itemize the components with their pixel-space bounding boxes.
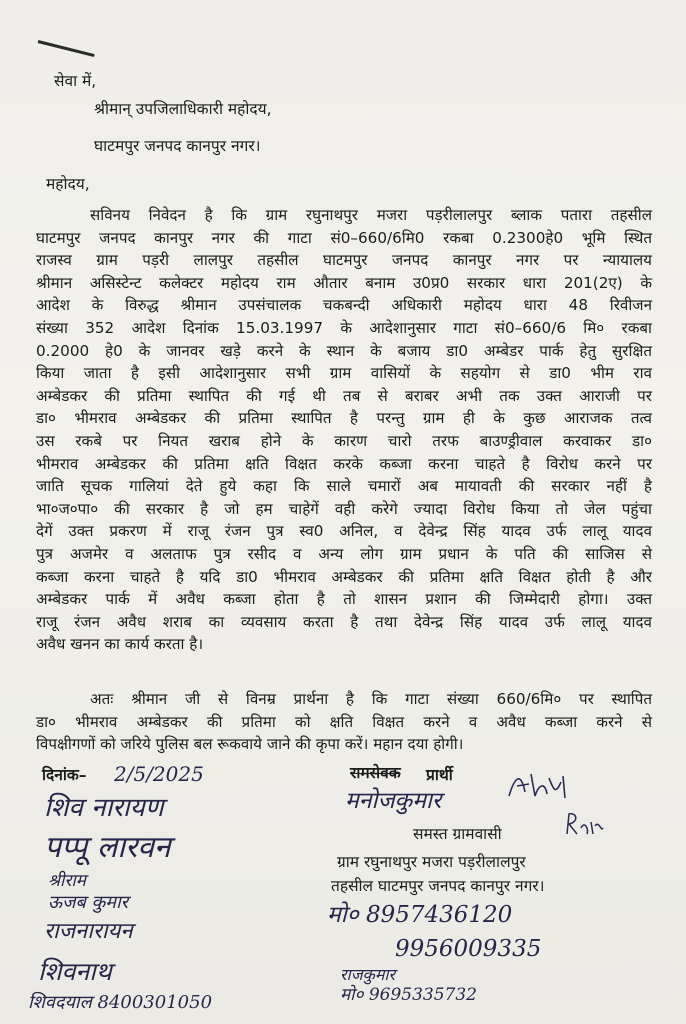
addressee: श्रीमान् उपजिलाधिकारी महोदय, — [94, 100, 272, 118]
body-line: अम्बेडकर पार्क में अवैध कब्जा होता है तो शासन प्रशान की जिम्मेदारी होगा। उक्त — [36, 590, 652, 609]
body-line: भीमराव अम्बेडकर की प्रतिमा क्षति विक्षत करके कब्जा करना चाहते है विरोध करने पर — [36, 454, 652, 473]
body-line: घाटमपुर जनपद कानपुर नगर की गाटा सं0–660/6मि0 रकबा 0.2300हे0 भूमि स्थित — [36, 228, 652, 247]
body-line: अम्बेडकर की प्रतिमा स्थापित की गई थी तब से बराबर अभी तक उक्त आराजी पर — [36, 386, 652, 405]
body-line: श्रीमान असिस्टेन्ट कलेक्टर महोदय राम औतार बनाम उ0प्र0 सरकार धारा 201(2ए) के — [36, 273, 652, 292]
tehsil-address: तहसील घाटमपुर जनपद कानपुर नगर। — [331, 877, 545, 895]
village-address: ग्राम रघुनाथपुर मजरा पड़रीलालपुर — [337, 853, 526, 871]
signature-mark — [563, 808, 609, 838]
handwritten-name: पप्पू लारवन — [44, 830, 171, 865]
request-line: विपक्षीगणों को जरिये पुलिस बल रूकवाये जाने की कृपा करें। महान दया होगी। — [36, 735, 464, 754]
request-paragraph — [36, 688, 652, 756]
body-line: अवैध खनन का कार्य करता है। — [36, 635, 204, 654]
body-paragraph — [36, 204, 652, 656]
signature-mark — [505, 768, 573, 802]
body-line: सविनय निवेदन है कि ग्राम रघुनाथपुर मजरा पड़रीलालपुर ब्लाक पतारा तहसील — [90, 206, 652, 224]
body-line: संख्या 352 आदेश दिनांक 15.03.1997 के आदेशानुसार गाटा सं0–660/6 मि० रकबा — [36, 318, 652, 337]
body-line: 0.2000 हे0 के जानवर खड़े करने के स्थान के बजाय डा0 अम्बेडर पार्क हेतु सुरक्षित — [36, 341, 652, 360]
body-line: कब्जा करना चाहते है यदि डा0 भीमराव अम्बेडकर की प्रतिमा क्षति विक्षत होती है और — [36, 567, 652, 586]
date-value: 2/5/2025 — [114, 762, 204, 786]
request-line: अतः श्रीमान जी से विनम्र प्रार्थना है कि गाटा संख्या 660/6मि० पर स्थापित — [90, 690, 652, 708]
body-line: डा० भीमराव अम्बेडकर की प्रतिमा स्थापित है परन्तु ग्राम ही के कुछ आराजक तत्व — [36, 409, 652, 428]
handwritten-name: शिव नारायण — [44, 793, 164, 823]
applicant-struck: रामसेवक — [350, 764, 401, 782]
mobile-number: मो० 8957436120 — [327, 902, 513, 928]
body-line: जाति सूचक गालियां देते हुये कहा कि साले चमारों अब मायावती की सरकार नहीं है — [36, 477, 652, 496]
body-line: उस रकबे पर नियत खराब होने के कारण चारो तरफ बाउण्ड्रीवाल करवाकर डा० — [36, 431, 652, 450]
date-label: दिनांक– — [42, 766, 87, 784]
handwritten-name: शिवदयाल 8400301050 — [28, 992, 213, 1013]
handwritten-name: राजकुमार — [340, 965, 396, 984]
salutation-to: सेवा में, — [54, 72, 97, 90]
mobile-number: 9956009335 — [395, 936, 542, 962]
body-line: पुत्र अजमेर व अलताफ पुत्र रसीद व अन्य लोग ग्राम प्रधान के पति की साजिस से — [36, 544, 652, 563]
body-line: देगें उक्त प्रकरण में राजू रंजन पुत्र स्व0 अनिल, व देवेन्द्र सिंह यादव उर्फ लालू यादव — [36, 522, 652, 541]
addressee-location: घाटमपुर जनपद कानपुर नगर। — [94, 137, 261, 155]
handwritten-name: मनोजकुमार — [345, 788, 442, 814]
handwritten-name: शिवनाथ — [38, 957, 112, 986]
body-line: किया जाता है इसी आदेशानुसार सभी ग्राम वासियों के सहयोग से डा0 भीम राव — [36, 364, 652, 383]
body-line: आदेश के विरुद्ध श्रीमान उपसंचालक चकबन्दी अधिकारी महोदय धारा 48 रिवीजन — [36, 296, 652, 315]
signatories-group: समस्त ग्रामवासी — [413, 825, 502, 843]
handwritten-name: श्रीराम — [48, 871, 86, 891]
applicant-label: प्रार्थी — [426, 766, 453, 784]
pen-stroke-mark — [38, 40, 95, 57]
greeting: महोदय, — [46, 175, 90, 193]
body-line: राजू रंजन अवैध शराब का व्यवसाय करता है तथा देवेन्द्र सिंह यादव उर्फ लालू यादव — [36, 612, 652, 631]
handwritten-name: राजनारायन — [44, 919, 133, 944]
handwritten-name: ऊजब कुमार — [48, 892, 129, 913]
request-line: डा० भीमराव अम्बेडकर की प्रतिमा को क्षति विक्षत करने व अवैध कब्जा करने से — [36, 712, 652, 731]
body-line: भा०ज०पा० की सरकार है जो हम चाहेगें वही करेगे ज्यादा विरोध किया तो जेल पहुंचा — [36, 499, 652, 518]
mobile-number: मो० 9695335732 — [340, 985, 477, 1005]
body-line: राजस्व ग्राम पड़री लालपुर तहसील घाटमपुर जनपद कानपुर नगर पर न्यायालय — [36, 251, 652, 270]
